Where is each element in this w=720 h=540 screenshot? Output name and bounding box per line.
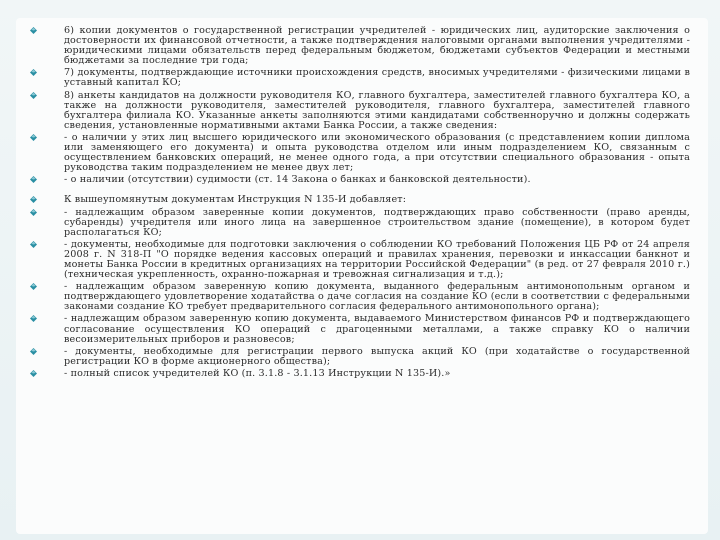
list-item-text: - надлежащим образом заверенную копию документа, выданного федеральным антимонопольным органом и подтверждающего удовлетворение ходатайства о даче согласия на создание КО (если в соответствии с федеральными законами создание КО требует предварительного согласия федерального антимонопольного органа); <box>64 281 690 313</box>
teal-diamond-bullet-icon <box>30 241 37 248</box>
list-item-text: 8) анкеты кандидатов на должности руководителя КО, главного бухгалтера, заместителей главного бухгалтера КО, а также на должности руководителя, заместителей руководителя, главного бухгалтера, заместителей главного бухгалтера филиала КО. Указанные анкеты заполняются этими кандидатами собственноручно и должны содержать сведения, установленные нормативными актами Банка России, а также сведения: <box>64 89 690 131</box>
teal-diamond-bullet-icon <box>30 370 37 377</box>
list-item-text: - о наличии (отсутствии) судимости (ст. 14 Закона о банках и банковской деятельности). <box>64 174 531 186</box>
teal-diamond-bullet-icon <box>30 209 37 216</box>
content-panel <box>16 18 708 534</box>
list-item <box>16 26 708 66</box>
teal-diamond-bullet-icon <box>30 315 37 322</box>
teal-diamond-bullet-icon <box>30 283 37 290</box>
teal-diamond-bullet-icon <box>30 176 37 183</box>
list-item <box>16 175 708 185</box>
list-item <box>16 282 708 312</box>
teal-diamond-bullet-icon <box>30 92 37 99</box>
list-item-text: 7) документы, подтверждающие источники происхождения средств, вносимых учредителями - физическими лицами в уставный капитал КО; <box>64 67 690 89</box>
list-item-text: - документы, необходимые для подготовки заключения о соблюдении КО требований Положения ЦБ РФ от 24 апреля 2008 г. N 318-П "О порядке ведения кассовых операций и правилах хранения, перевозки и инкассации банкнот и монеты Банка России в кредитных организациях на территории Российской Федерации" (в ред. от 27 февраля 2010 г.) (техническая укрепленность, охранно-пожарная и тревожная сигнализация и т.д.); <box>64 238 690 281</box>
teal-diamond-bullet-icon <box>30 134 37 141</box>
teal-diamond-bullet-icon <box>30 69 37 76</box>
list-item <box>16 195 708 205</box>
list-item <box>16 91 708 131</box>
list-item-text: К вышеупомянутым документам Инструкция N 135-И добавляет: <box>64 194 407 206</box>
list-item <box>16 208 708 238</box>
teal-diamond-bullet-icon <box>30 27 37 34</box>
list-item-text: - полный список учредителей КО (п. 3.1.8 - 3.1.13 Инструкции N 135-И).» <box>64 367 451 379</box>
list-item <box>16 369 708 379</box>
list-item-text: - надлежащим образом заверенные копии документов, подтверждающих право собственности (право аренды, субаренды) учредителя или иного лица на завершенное строительством здание (помещение), в котором будет располагаться КО; <box>64 206 690 238</box>
list-item-text: 6) копии документов о государственной регистрации учредителей - юридических лиц, аудиторские заключения о достоверности их финансовой отчетности, а также подтверждения налоговыми органами выполнения учредителями - юридическими лицами обязательств перед федеральным бюджетом, бюджетами субъектов Федерации и местными бюджетами за последние три года; <box>64 25 690 67</box>
teal-diamond-bullet-icon <box>30 348 37 355</box>
list-item-text: - документы, необходимые для регистрации первого выпуска акций КО (при ходатайстве о государственной регистрации КО в форме акционерного общества); <box>64 345 690 367</box>
list-item <box>16 314 708 344</box>
list-item-text: - о наличии у этих лиц высшего юридического или экономического образования (с представлением копии диплома или заменяющего его документа) и опыта руководства отделом или иным подразделением КО, связанным с осуществлением банковских операций, не менее одного года, а при отсутствии специального образования - опыта руководства таким подразделением не менее двух лет; <box>64 131 690 174</box>
bullet-list <box>16 26 708 379</box>
list-item <box>16 133 708 173</box>
list-item <box>16 347 708 367</box>
list-item <box>16 240 708 280</box>
list-item <box>16 68 708 88</box>
list-item-text: - надлежащим образом заверенную копию документа, выдаваемого Министерством финансов РФ и подтверждающего согласование осуществления КО операций с драгоценными металлами, а также справку КО о наличии весоизмерительных приборов и разновесов; <box>64 313 690 345</box>
teal-diamond-bullet-icon <box>30 196 37 203</box>
